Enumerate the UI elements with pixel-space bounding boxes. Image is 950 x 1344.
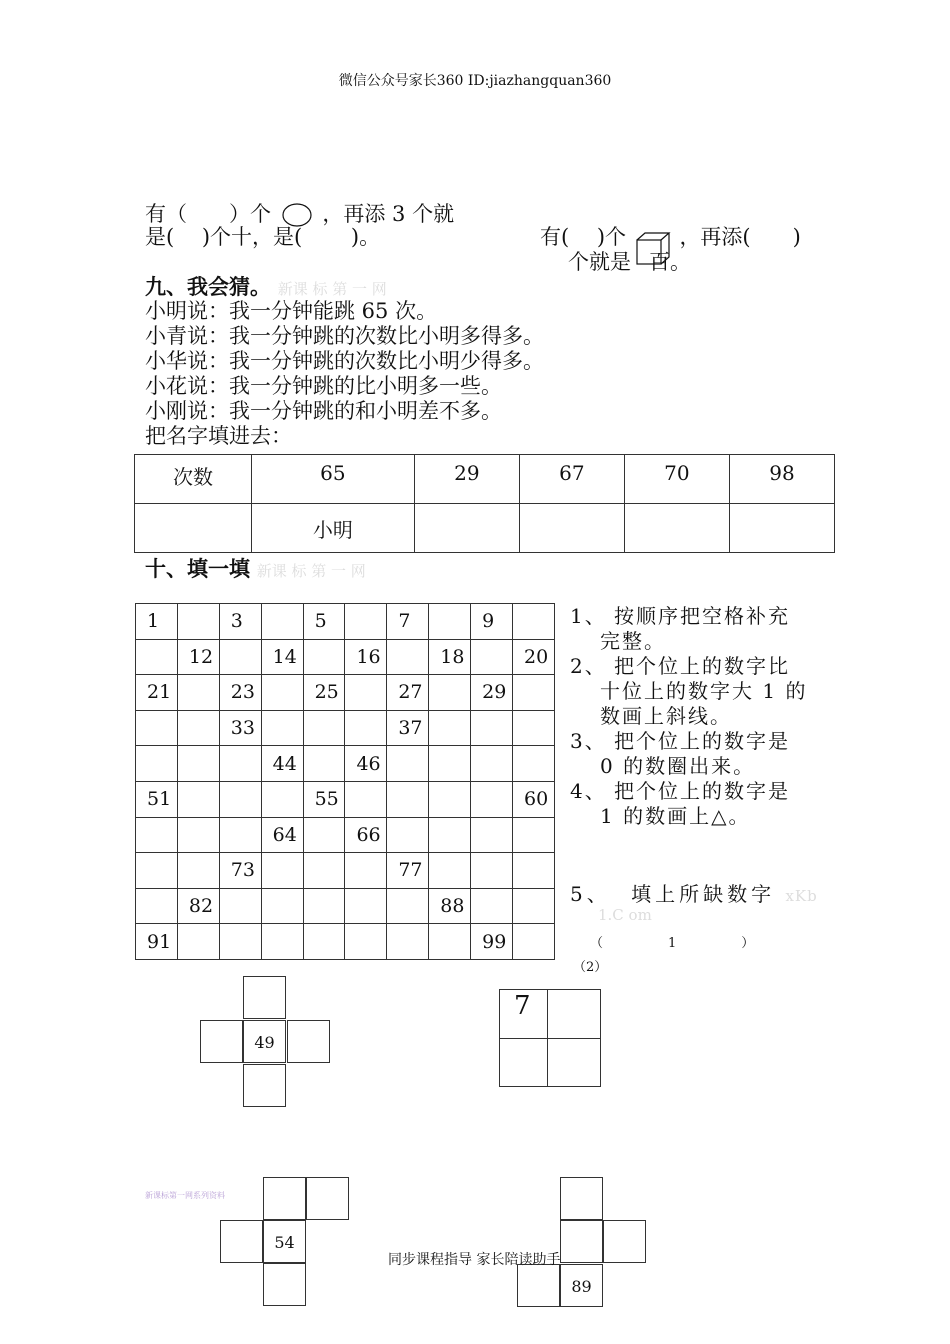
grid-cell-given: 66 bbox=[345, 817, 387, 853]
grid-cell-given: 5 bbox=[303, 604, 345, 640]
grid-cell-blank[interactable] bbox=[136, 817, 178, 853]
guess-table bbox=[134, 454, 835, 553]
q10-instructions bbox=[570, 604, 810, 829]
grid-cell-blank[interactable] bbox=[513, 853, 555, 889]
instruction-text: 十位上的数字大 1 的 bbox=[600, 679, 808, 703]
puzzle-cell[interactable] bbox=[499, 1038, 548, 1087]
grid-cell-blank[interactable] bbox=[261, 924, 303, 960]
grid-cell-blank[interactable] bbox=[429, 710, 471, 746]
grid-cell-blank[interactable] bbox=[136, 853, 178, 889]
puzzle-cell[interactable] bbox=[306, 1177, 349, 1220]
guess-name-cell[interactable] bbox=[729, 504, 834, 553]
instruction-text: 1 的数画上△。 bbox=[600, 804, 751, 828]
hundred-grid bbox=[135, 603, 555, 960]
instruction-text: 完整。 bbox=[600, 629, 666, 653]
grid-cell-blank[interactable] bbox=[177, 924, 219, 960]
grid-cell-blank[interactable] bbox=[345, 675, 387, 711]
q10-title-row bbox=[145, 556, 366, 584]
q9-line-1: 小明说：我一分钟能跳 65 次。 bbox=[145, 299, 438, 323]
puzzle-cell-given: 7 bbox=[499, 989, 548, 1039]
q8-left-line1 bbox=[145, 200, 454, 228]
q8-left-text1b: ，再添 3 个就 bbox=[322, 202, 455, 226]
q8-left-line2: 是( )个十，是( )。 bbox=[145, 225, 381, 249]
grid-cell-blank[interactable] bbox=[471, 853, 513, 889]
puzzle-cell[interactable] bbox=[603, 1220, 646, 1263]
instruction-2 bbox=[570, 654, 810, 729]
grid-cell-blank[interactable] bbox=[429, 746, 471, 782]
com-watermark: 1.C om bbox=[598, 906, 652, 924]
grid-cell-blank[interactable] bbox=[219, 746, 261, 782]
grid-cell-blank[interactable] bbox=[261, 781, 303, 817]
grid-cell-given: 44 bbox=[261, 746, 303, 782]
grid-cell-blank[interactable] bbox=[429, 924, 471, 960]
grid-row bbox=[136, 781, 555, 817]
grid-cell-given: 9 bbox=[471, 604, 513, 640]
grid-cell-blank[interactable] bbox=[219, 924, 261, 960]
grid-cell-blank[interactable] bbox=[303, 639, 345, 675]
q9-line-3: 小华说：我一分钟跳的次数比小明少得多。 bbox=[145, 349, 544, 373]
grid-cell-blank[interactable] bbox=[387, 924, 429, 960]
grid-cell-blank[interactable] bbox=[471, 710, 513, 746]
grid-cell-blank[interactable] bbox=[429, 817, 471, 853]
grid-cell-given: 14 bbox=[261, 639, 303, 675]
q8-right-text2b: 百。 bbox=[649, 250, 691, 274]
grid-cell-given: 29 bbox=[471, 675, 513, 711]
grid-cell-given: 27 bbox=[387, 675, 429, 711]
grid-cell-blank[interactable] bbox=[136, 746, 178, 782]
instruction-text: 填上所缺数字 bbox=[631, 882, 776, 906]
grid-cell-given: 64 bbox=[261, 817, 303, 853]
grid-row bbox=[136, 675, 555, 711]
grid-cell-given: 77 bbox=[387, 853, 429, 889]
q9-line-6: 把名字填进去： bbox=[145, 424, 292, 448]
grid-cell-blank[interactable] bbox=[219, 781, 261, 817]
grid-cell-blank[interactable] bbox=[177, 710, 219, 746]
grid-cell-given: 23 bbox=[219, 675, 261, 711]
grid-cell-blank[interactable] bbox=[387, 746, 429, 782]
circle-shape-icon bbox=[280, 200, 314, 228]
puzzle-cell[interactable] bbox=[243, 1064, 286, 1107]
q9-title: 九、我会猜。 bbox=[145, 274, 271, 299]
grid-cell-blank[interactable] bbox=[219, 639, 261, 675]
guess-header-cell: 次数 bbox=[135, 455, 252, 504]
grid-cell-blank[interactable] bbox=[261, 853, 303, 889]
grid-cell-blank[interactable] bbox=[345, 853, 387, 889]
puzzle-cell[interactable] bbox=[560, 1220, 603, 1263]
instruction-text: 把个位上的数字是 bbox=[614, 779, 790, 803]
grid-cell-blank[interactable] bbox=[429, 675, 471, 711]
grid-cell-given: 3 bbox=[219, 604, 261, 640]
q9-line-4: 小花说：我一分钟跳的比小明多一些。 bbox=[145, 374, 502, 398]
grid-cell-blank[interactable] bbox=[177, 817, 219, 853]
puzzle-cell[interactable] bbox=[263, 1177, 306, 1220]
grid-cell-blank[interactable] bbox=[513, 746, 555, 782]
grid-cell-blank[interactable] bbox=[387, 817, 429, 853]
side-watermark: 新课标第一网系列资料 bbox=[145, 1191, 225, 1200]
guess-header-cell: 98 bbox=[729, 455, 834, 504]
puzzle-cell[interactable] bbox=[547, 989, 601, 1039]
grid-cell-blank[interactable] bbox=[513, 710, 555, 746]
page-header: 微信公众号家长360 ID:jiazhangquan360 bbox=[338, 73, 612, 89]
grid-row bbox=[136, 746, 555, 782]
grid-cell-blank[interactable] bbox=[345, 710, 387, 746]
grid-cell-given: 91 bbox=[136, 924, 178, 960]
xkb-watermark: xKb bbox=[785, 887, 818, 905]
grid-cell-given: 88 bbox=[429, 888, 471, 924]
instruction-1 bbox=[570, 604, 810, 654]
instruction-text: 把个位上的数字比 bbox=[614, 654, 790, 678]
grid-cell-blank[interactable] bbox=[471, 888, 513, 924]
grid-cell-blank[interactable] bbox=[136, 710, 178, 746]
grid-cell-blank[interactable] bbox=[177, 604, 219, 640]
grid-row bbox=[136, 888, 555, 924]
sub-question-2: （2） bbox=[573, 960, 608, 975]
q9-line-2: 小青说：我一分钟跳的次数比小明多得多。 bbox=[145, 324, 544, 348]
puzzle-cell-given: 89 bbox=[560, 1264, 603, 1307]
grid-cell-blank[interactable] bbox=[513, 675, 555, 711]
grid-cell-blank[interactable] bbox=[345, 781, 387, 817]
page-footer: 同步课程指导 家长陪读助手 bbox=[388, 1252, 561, 1268]
grid-cell-blank[interactable] bbox=[136, 888, 178, 924]
grid-cell-blank[interactable] bbox=[429, 781, 471, 817]
grid-row bbox=[136, 710, 555, 746]
grid-cell-blank[interactable] bbox=[303, 888, 345, 924]
grid-cell-blank[interactable] bbox=[513, 888, 555, 924]
grid-cell-blank[interactable] bbox=[261, 604, 303, 640]
instruction-num: 3、 bbox=[570, 729, 607, 753]
guess-name-cell[interactable]: 小明 bbox=[252, 504, 415, 553]
grid-cell-given: 12 bbox=[177, 639, 219, 675]
grid-cell-blank[interactable] bbox=[429, 604, 471, 640]
puzzle-cell[interactable] bbox=[547, 1038, 601, 1087]
grid-cell-blank[interactable] bbox=[219, 888, 261, 924]
puzzle-cell[interactable] bbox=[200, 1020, 243, 1063]
grid-cell-given: 18 bbox=[429, 639, 471, 675]
grid-cell-given: 7 bbox=[387, 604, 429, 640]
grid-cell-given: 46 bbox=[345, 746, 387, 782]
guess-name-cell[interactable] bbox=[135, 504, 252, 553]
grid-row bbox=[136, 639, 555, 675]
q8-right-text1: 有( )个 bbox=[540, 225, 627, 249]
grid-cell-blank[interactable] bbox=[513, 924, 555, 960]
grid-cell-given: 60 bbox=[513, 781, 555, 817]
grid-cell-given: 37 bbox=[387, 710, 429, 746]
grid-cell-given: 1 bbox=[136, 604, 178, 640]
grid-cell-blank[interactable] bbox=[177, 675, 219, 711]
instruction-text: 数画上斜线。 bbox=[600, 704, 732, 728]
grid-cell-blank[interactable] bbox=[471, 639, 513, 675]
grid-cell-blank[interactable] bbox=[471, 817, 513, 853]
grid-cell-blank[interactable] bbox=[177, 746, 219, 782]
grid-cell-blank[interactable] bbox=[303, 853, 345, 889]
guess-name-cell[interactable] bbox=[624, 504, 729, 553]
puzzle-cell[interactable] bbox=[287, 1020, 330, 1063]
instruction-num: 2、 bbox=[570, 654, 607, 678]
grid-row bbox=[136, 853, 555, 889]
guess-header-cell: 29 bbox=[414, 455, 519, 504]
q8-left-text1: 有（ ）个 bbox=[145, 202, 271, 226]
grid-row bbox=[136, 924, 555, 960]
puzzle-cell[interactable] bbox=[560, 1177, 603, 1220]
grid-cell-blank[interactable] bbox=[387, 639, 429, 675]
q9-line-5: 小刚说：我一分钟跳的和小明差不多。 bbox=[145, 399, 502, 423]
grid-cell-blank[interactable] bbox=[471, 746, 513, 782]
grid-cell-blank[interactable] bbox=[345, 888, 387, 924]
grid-cell-blank[interactable] bbox=[429, 853, 471, 889]
grid-cell-blank[interactable] bbox=[219, 817, 261, 853]
instruction-4 bbox=[570, 779, 810, 829]
puzzle-cell[interactable] bbox=[243, 976, 286, 1019]
q8-right-text2: 个就是 bbox=[568, 250, 631, 274]
grid-row bbox=[136, 604, 555, 640]
instruction-text: 把个位上的数字是 bbox=[614, 729, 790, 753]
instruction-text: 按顺序把空格补充 bbox=[614, 604, 790, 628]
grid-cell-given: 73 bbox=[219, 853, 261, 889]
guess-name-cell[interactable] bbox=[414, 504, 519, 553]
grid-cell-blank[interactable] bbox=[177, 853, 219, 889]
grid-cell-blank[interactable] bbox=[513, 604, 555, 640]
grid-cell-blank[interactable] bbox=[136, 639, 178, 675]
grid-cell-given: 25 bbox=[303, 675, 345, 711]
grid-cell-blank[interactable] bbox=[387, 888, 429, 924]
puzzle-cell-given: 54 bbox=[263, 1220, 306, 1263]
grid-cell-given: 16 bbox=[345, 639, 387, 675]
instruction-3 bbox=[570, 729, 810, 779]
puzzle-cell[interactable] bbox=[220, 1220, 263, 1263]
grid-cell-given: 20 bbox=[513, 639, 555, 675]
q9-watermark: 新课 标 第 一 网 bbox=[277, 280, 387, 298]
puzzle-cell[interactable] bbox=[517, 1264, 560, 1307]
grid-cell-blank[interactable] bbox=[261, 675, 303, 711]
guess-header-cell: 70 bbox=[624, 455, 729, 504]
grid-cell-blank[interactable] bbox=[303, 924, 345, 960]
grid-cell-blank[interactable] bbox=[303, 746, 345, 782]
grid-cell-blank[interactable] bbox=[345, 924, 387, 960]
instruction-text: 0 的数圈出来。 bbox=[600, 754, 756, 778]
grid-cell-blank[interactable] bbox=[261, 710, 303, 746]
grid-cell-given: 21 bbox=[136, 675, 178, 711]
grid-cell-blank[interactable] bbox=[303, 710, 345, 746]
grid-cell-given: 99 bbox=[471, 924, 513, 960]
puzzle-cell[interactable] bbox=[263, 1263, 306, 1306]
sub-question-1: （ 1 ） bbox=[590, 936, 755, 951]
grid-cell-given: 33 bbox=[219, 710, 261, 746]
instruction-num: 5、 bbox=[570, 882, 611, 906]
instruction-num: 1、 bbox=[570, 604, 607, 628]
instruction-5 bbox=[570, 878, 818, 907]
grid-cell-blank[interactable] bbox=[387, 781, 429, 817]
q10-title: 十、填一填 bbox=[145, 556, 250, 581]
grid-cell-blank[interactable] bbox=[471, 781, 513, 817]
guess-header-cell: 67 bbox=[519, 455, 624, 504]
grid-cell-blank[interactable] bbox=[177, 781, 219, 817]
q8-right-line2 bbox=[568, 250, 691, 275]
grid-cell-given: 55 bbox=[303, 781, 345, 817]
grid-cell-given: 51 bbox=[136, 781, 178, 817]
guess-header-cell: 65 bbox=[252, 455, 415, 504]
puzzle-cell-given: 49 bbox=[243, 1020, 286, 1063]
instruction-num: 4、 bbox=[570, 779, 607, 803]
grid-cell-given: 82 bbox=[177, 888, 219, 924]
grid-cell-blank[interactable] bbox=[513, 817, 555, 853]
grid-cell-blank[interactable] bbox=[303, 817, 345, 853]
q8-right-text1b: ，再添( ) bbox=[679, 225, 801, 249]
guess-name-cell[interactable] bbox=[519, 504, 624, 553]
grid-row bbox=[136, 817, 555, 853]
grid-cell-blank[interactable] bbox=[345, 604, 387, 640]
grid-cell-blank[interactable] bbox=[261, 888, 303, 924]
q10-watermark: 新课 标 第 一 网 bbox=[256, 562, 366, 580]
q9-title-row bbox=[145, 274, 387, 302]
